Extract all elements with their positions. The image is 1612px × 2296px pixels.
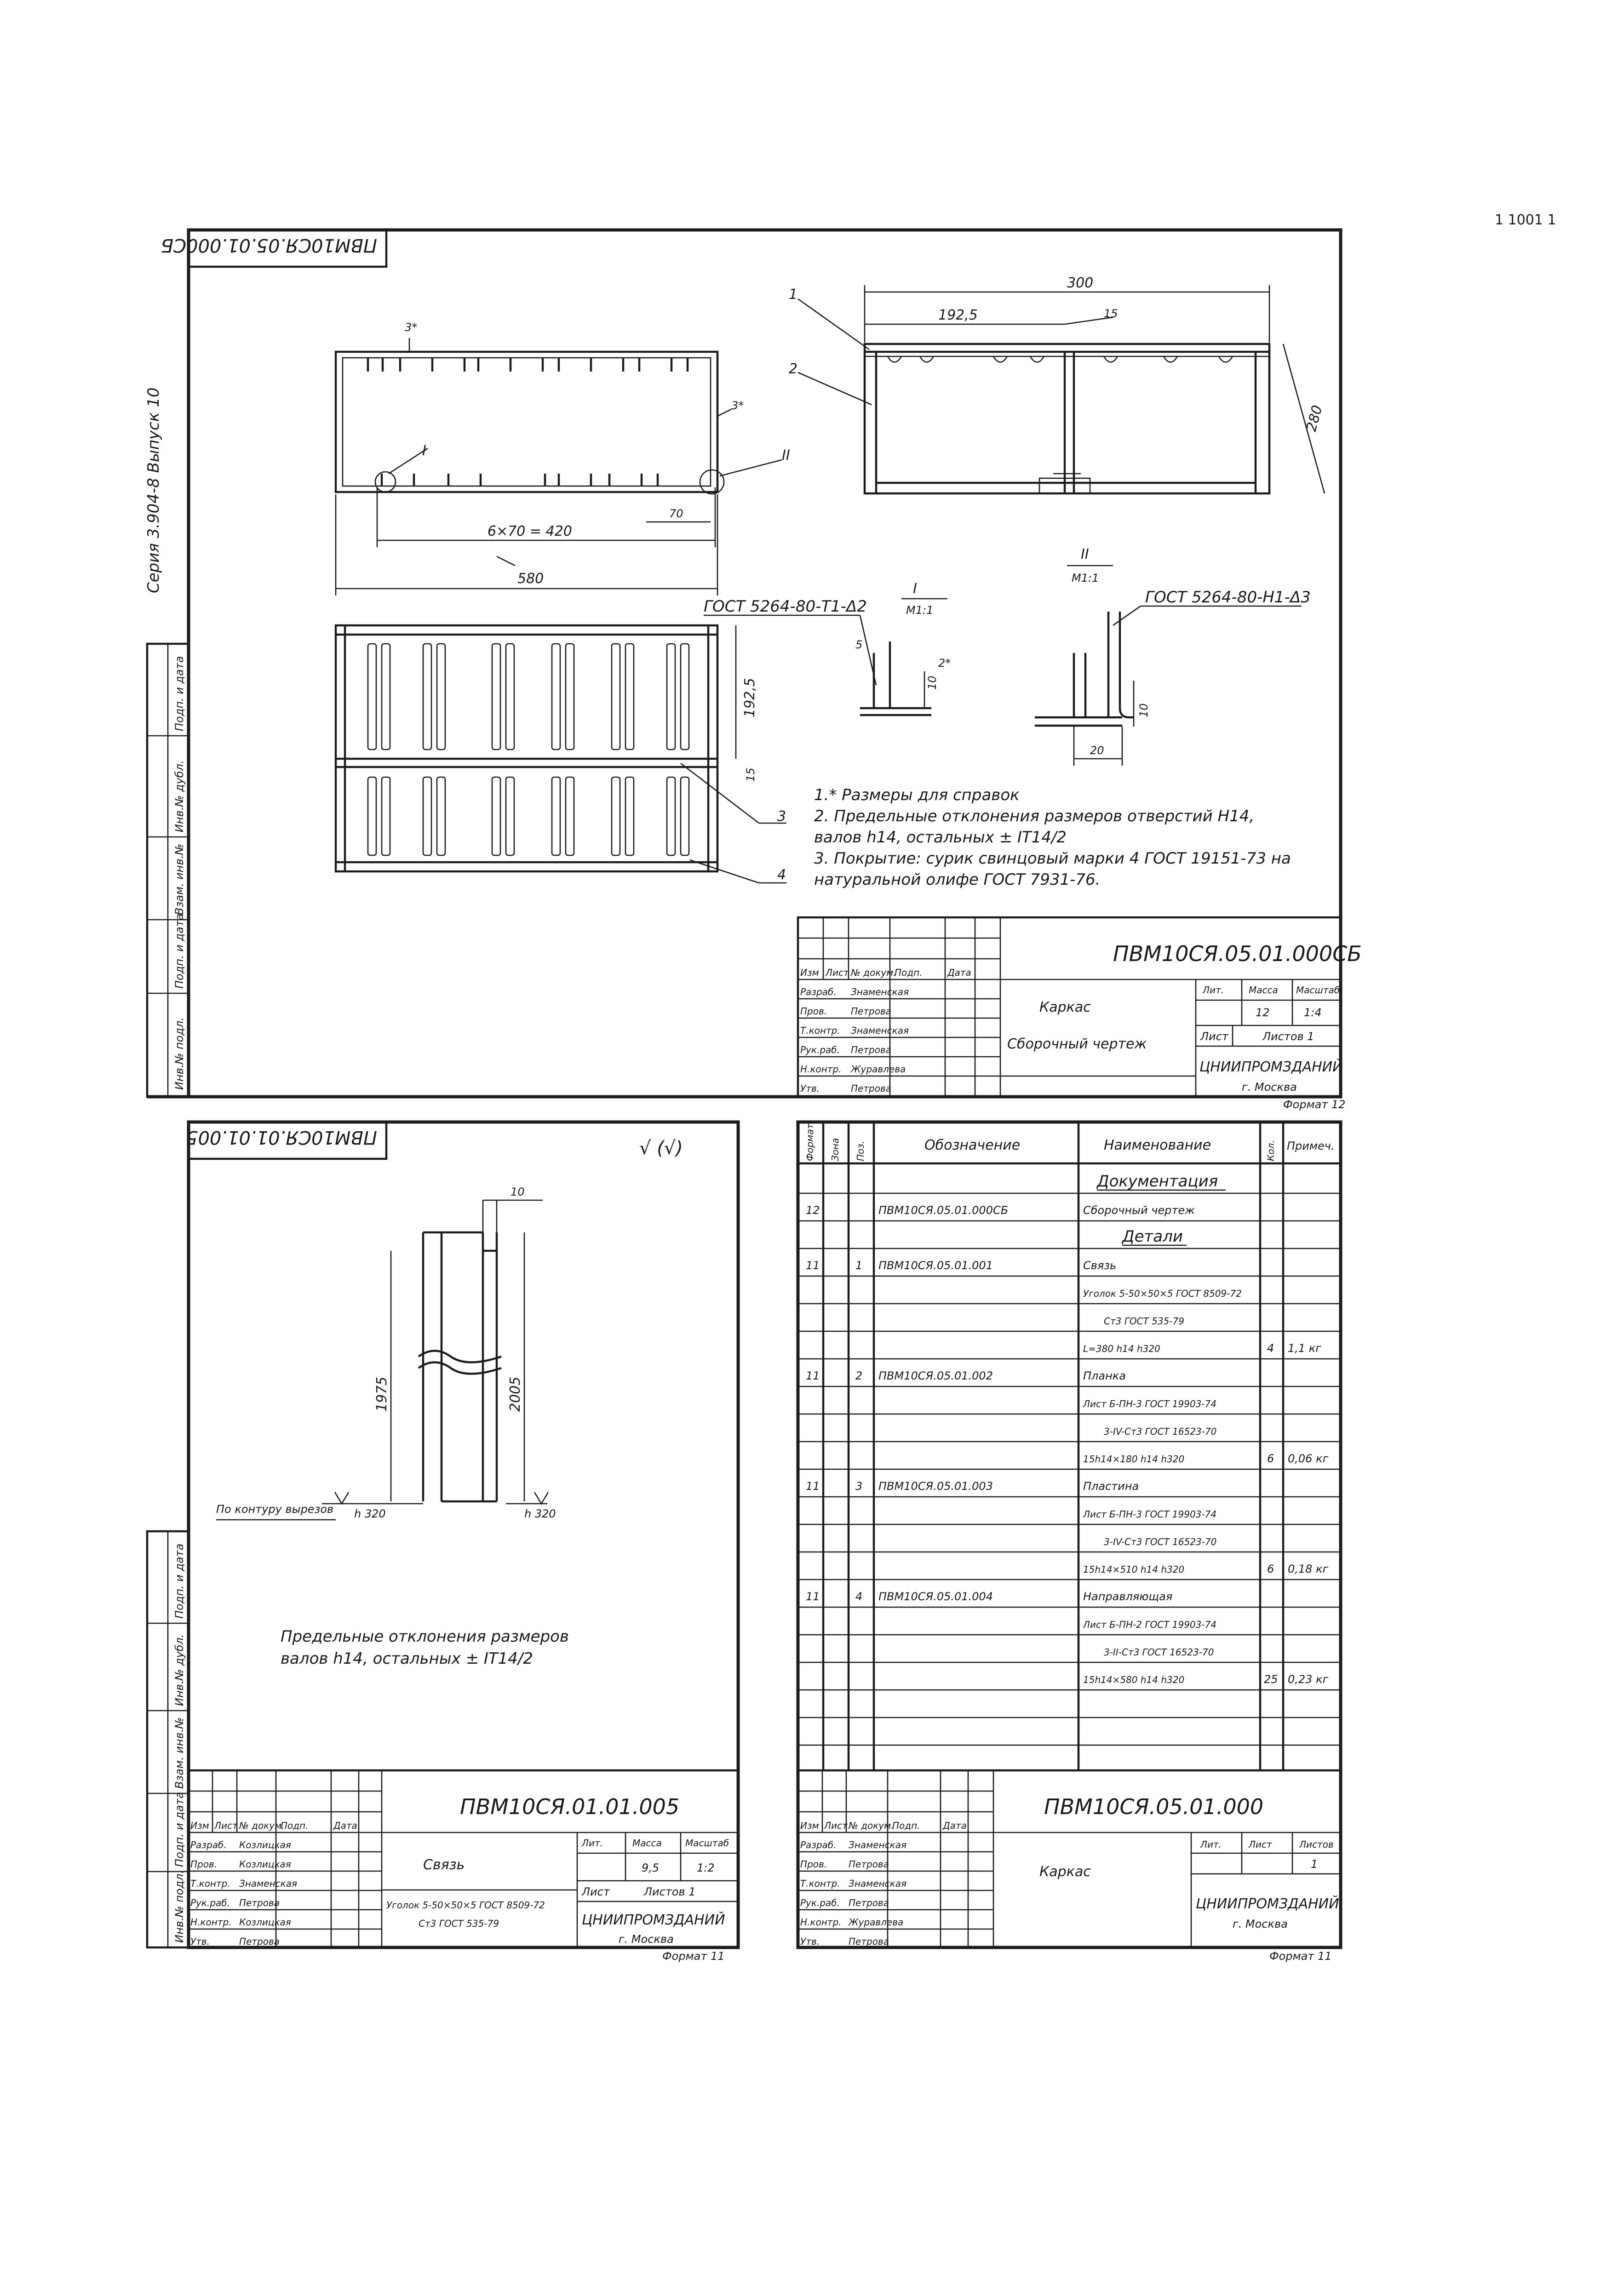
part-dim-h320b: h 320 bbox=[524, 1507, 556, 1520]
sheet3-role-4: Н.контр. bbox=[800, 1917, 842, 1928]
dim-15b: 15 bbox=[744, 767, 757, 782]
sheet1-col-date: Дата bbox=[947, 967, 971, 978]
dim-580: 580 bbox=[517, 571, 544, 587]
detail-circle-II bbox=[700, 470, 724, 494]
sheet3-col-date: Дата bbox=[943, 1820, 967, 1831]
sheet3-org: ЦНИИПРОМЗДАНИЙ bbox=[1196, 1896, 1339, 1912]
spec-row-13-pos: 4 bbox=[855, 1590, 863, 1603]
sheet1-lit-label: Лит. bbox=[1203, 985, 1224, 996]
sheet1-role-0: Разраб. bbox=[800, 986, 837, 997]
sheet3-role-5: Утв. bbox=[800, 1936, 820, 1947]
sheet1-col-doc: № докум. bbox=[851, 967, 896, 978]
sheet1-col-list: Лист bbox=[826, 967, 849, 978]
sheet2-rotated-stamp: ПВМ10СЯ.01.01.005 bbox=[186, 1127, 377, 1148]
sheet3-designation: ПВМ10СЯ.05.01.000 bbox=[1044, 1794, 1264, 1819]
spec-row-4-note: 1,1 кг bbox=[1288, 1342, 1321, 1355]
spec-h-qty: Кол. bbox=[1265, 1140, 1276, 1161]
spec-row-14-name: Лист Б-ПН-2 ГОСТ 19903-74 bbox=[1083, 1619, 1217, 1630]
spec-row-1-format: 11 bbox=[806, 1259, 820, 1272]
sheet2-scale-label: Масштаб bbox=[685, 1838, 729, 1849]
sheet2-scale: 1:2 bbox=[697, 1861, 715, 1874]
part-note-2: валов h14, остальных ± IT14/2 bbox=[281, 1649, 534, 1668]
sheet3-name-4: Журавлева bbox=[849, 1917, 904, 1928]
pos-4-label: 4 bbox=[777, 867, 786, 883]
part-dim-10: 10 bbox=[511, 1185, 525, 1198]
sheet1-mass: 12 bbox=[1256, 1006, 1270, 1019]
sheet1-role-1: Пров. bbox=[800, 1006, 827, 1017]
sheet1-name-0: Знаменская bbox=[851, 986, 909, 997]
sheet3-sheets-count: 1 bbox=[1311, 1858, 1318, 1871]
spec-row-9-designation: ПВМ10СЯ.05.01.003 bbox=[878, 1480, 993, 1493]
sheet1-role-2: Т.контр. bbox=[800, 1025, 840, 1036]
spec-row-12-note: 0,18 кг bbox=[1288, 1563, 1329, 1575]
spec-row-0-designation: ПВМ10СЯ.05.01.000СБ bbox=[878, 1204, 1009, 1217]
spec-row-0-name: Сборочный чертеж bbox=[1083, 1204, 1195, 1217]
sheet1-mass-label: Масса bbox=[1249, 985, 1278, 996]
part-view bbox=[216, 1185, 556, 1520]
pos-3-label: 3 bbox=[777, 808, 786, 824]
spec-row-8-qty: 6 bbox=[1267, 1452, 1274, 1465]
spec-row-16-note: 0,23 кг bbox=[1288, 1673, 1329, 1686]
dim-70: 70 bbox=[669, 507, 683, 520]
detail-circle-I bbox=[375, 472, 396, 492]
sheet2-role-0: Разраб. bbox=[190, 1839, 227, 1850]
notes-block bbox=[814, 786, 1291, 889]
spec-row-7-name: 3-IV-Ст3 ГОСТ 16523-70 bbox=[1104, 1426, 1217, 1437]
sheet2-role-4: Н.контр. bbox=[190, 1917, 232, 1928]
sheet2-sidebar-sign2: Подп. и дата bbox=[173, 1543, 186, 1619]
sheet1-sheets: Листов 1 bbox=[1262, 1030, 1314, 1043]
detail-I-title: I bbox=[913, 581, 917, 597]
note-1: 1.* Размеры для справок bbox=[814, 786, 1020, 804]
spec-row-5-pos: 2 bbox=[855, 1369, 863, 1382]
sheet2-role-2: Т.контр. bbox=[190, 1878, 230, 1889]
sheet-part bbox=[147, 1122, 738, 1963]
sheet1-sheet: Лист bbox=[1200, 1030, 1228, 1043]
label-view-II: II bbox=[782, 447, 790, 464]
sheet2-col-list: Лист bbox=[214, 1820, 238, 1831]
dim-6x70: 6×70 = 420 bbox=[488, 523, 572, 539]
sheet2-sidebar-inv-dup: Инв.№ дубл. bbox=[173, 1634, 186, 1706]
sheet2-col-izm: Изм bbox=[190, 1820, 209, 1831]
sheet1-name-5: Петрова bbox=[851, 1083, 891, 1094]
series-label: Серия 3.904-8 Выпуск 10 bbox=[144, 387, 163, 593]
spec-row-1-pos: 1 bbox=[855, 1259, 863, 1272]
spec-row-11-name: 3-IV-Ст3 ГОСТ 16523-70 bbox=[1104, 1536, 1217, 1547]
sheet2-mass: 9,5 bbox=[642, 1861, 660, 1874]
spec-row-5-designation: ПВМ10СЯ.05.01.002 bbox=[878, 1369, 993, 1382]
sheet1-scale-label: Масштаб bbox=[1296, 985, 1340, 996]
dim-15: 15 bbox=[1104, 307, 1118, 320]
spec-h-note: Примеч. bbox=[1287, 1139, 1335, 1152]
spec-row-5-format: 11 bbox=[806, 1369, 820, 1382]
sheet2-mass-label: Масса bbox=[632, 1838, 662, 1849]
sheet2-format: Формат 11 bbox=[662, 1950, 725, 1963]
spec-row-4-qty: 4 bbox=[1267, 1342, 1274, 1355]
sheet3-role-0: Разраб. bbox=[800, 1839, 837, 1850]
sheet3-format: Формат 11 bbox=[1269, 1950, 1332, 1963]
dim-3b: 3* bbox=[731, 399, 744, 412]
plan-view bbox=[336, 625, 786, 883]
sheet2-role-5: Утв. bbox=[190, 1936, 210, 1947]
sheet2-lit-label: Лит. bbox=[582, 1838, 603, 1849]
spec-h-pos: Поз. bbox=[855, 1140, 866, 1161]
sheet2-name-1: Козлицкая bbox=[239, 1859, 291, 1870]
spec-row-lines bbox=[798, 1193, 1341, 1745]
sheet1-city: г. Москва bbox=[1242, 1081, 1297, 1094]
dim-192-5b: 192,5 bbox=[742, 678, 758, 717]
note-3b: натуральной олифе ГОСТ 7931-76. bbox=[814, 870, 1101, 889]
sheet2-col-sign: Подп. bbox=[281, 1820, 309, 1831]
sheet3-name-2: Знаменская bbox=[849, 1878, 906, 1889]
sidebar-inv-orig: Инв.№ подл. bbox=[173, 1017, 186, 1090]
sheet1-rotated-stamp: ПВМ10СЯ.05.01.000СБ bbox=[161, 235, 377, 256]
sheet1-name-4: Журавлева bbox=[851, 1064, 906, 1075]
part-contour-label: По контуру вырезов bbox=[216, 1503, 334, 1516]
sheet2-col-date: Дата bbox=[333, 1820, 357, 1831]
sheet2-role-1: Пров. bbox=[190, 1859, 218, 1870]
sheet-specification bbox=[798, 1122, 1341, 1963]
weld-b-label: ГОСТ 5264-80-Н1-Δ3 bbox=[1145, 588, 1311, 607]
spec-row-8-note: 0,06 кг bbox=[1288, 1452, 1329, 1465]
sheet1-name: Каркас bbox=[1039, 999, 1091, 1015]
sheet1-title-block bbox=[798, 917, 1362, 1111]
sheet1-col-sign: Подп. bbox=[895, 967, 923, 978]
detail-I-dim-2: 2* bbox=[938, 657, 951, 670]
part-dim-2005: 2005 bbox=[507, 1376, 523, 1412]
spec-row-16-qty: 25 bbox=[1264, 1673, 1278, 1686]
note-3: 3. Покрытие: сурик свинцовый марки 4 ГОСТ 19151-73 на bbox=[814, 849, 1291, 868]
part-dim-1975: 1975 bbox=[374, 1376, 390, 1412]
spec-section-parts: Детали bbox=[1122, 1227, 1183, 1246]
spec-row-3-name: Ст3 ГОСТ 535-79 bbox=[1104, 1316, 1184, 1327]
front-view bbox=[336, 321, 790, 595]
spec-row-9-pos: 3 bbox=[855, 1480, 863, 1493]
spec-row-0-format: 12 bbox=[806, 1204, 820, 1217]
sheet3-lit-label: Лит. bbox=[1200, 1839, 1222, 1850]
sheet3-role-1: Пров. bbox=[800, 1859, 827, 1870]
detail-II-dim-20: 20 bbox=[1090, 744, 1104, 757]
sheet2-name-4: Козлицкая bbox=[239, 1917, 291, 1928]
note-2: 2. Предельные отклонения размеров отверстий Н14, bbox=[814, 807, 1255, 825]
note-2b: валов h14, остальных ± IT14/2 bbox=[814, 828, 1067, 847]
spec-h-name: Наименование bbox=[1104, 1137, 1211, 1153]
sheet3-name-3: Петрова bbox=[849, 1897, 889, 1908]
page-number: 1 1001 1 bbox=[1495, 212, 1556, 228]
spec-row-9-name: Пластина bbox=[1083, 1480, 1139, 1493]
part-note-1: Предельные отклонения размеров bbox=[281, 1627, 569, 1646]
spec-row-12-qty: 6 bbox=[1267, 1563, 1274, 1575]
sheet1-subname: Сборочный чертеж bbox=[1007, 1036, 1147, 1052]
weld-a-label: ГОСТ 5264-80-Т1-Δ2 bbox=[704, 597, 867, 616]
detail-II-scale: М1:1 bbox=[1072, 572, 1099, 584]
label-view-I: I bbox=[422, 443, 426, 459]
detail-II bbox=[1035, 546, 1311, 766]
sheet1-org: ЦНИИПРОМЗДАНИЙ bbox=[1199, 1059, 1343, 1075]
sheet3-role-3: Рук.раб. bbox=[800, 1897, 840, 1908]
spec-h-designation: Обозначение bbox=[924, 1137, 1021, 1153]
spec-row-16-name: 15h14×580 h14 h320 bbox=[1083, 1674, 1185, 1685]
sheet3-name-0: Знаменская bbox=[849, 1839, 906, 1850]
side-view bbox=[789, 275, 1326, 493]
sheet3-col-sign: Подп. bbox=[892, 1820, 920, 1831]
spec-h-zone: Зона bbox=[830, 1138, 841, 1161]
dim-280: 280 bbox=[1303, 403, 1326, 434]
sheet2-name: Связь bbox=[423, 1857, 465, 1873]
detail-I-scale: М1:1 bbox=[906, 604, 934, 617]
sheet-assembly bbox=[144, 230, 1362, 1111]
sheet2-sidebar-sign: Подп. и дата bbox=[173, 1792, 186, 1867]
sheet3-col-izm: Изм bbox=[800, 1820, 819, 1831]
sheet1-frame bbox=[189, 230, 1341, 1097]
spec-h-format: Формат bbox=[804, 1123, 815, 1161]
spec-row-9-format: 11 bbox=[806, 1480, 820, 1493]
roughness-mark: √ (√) bbox=[639, 1138, 683, 1159]
pos-2-label-top: 2 bbox=[789, 361, 798, 377]
sheet3-col-list: Лист bbox=[824, 1820, 848, 1831]
dim-3a: 3* bbox=[405, 321, 418, 334]
sheet2-material-2: Ст3 ГОСТ 535-79 bbox=[419, 1918, 499, 1929]
pos-1-label-top: 1 bbox=[789, 286, 798, 303]
sheet3-title-block bbox=[798, 1770, 1341, 1963]
spec-row-8-name: 15h14×180 h14 h320 bbox=[1083, 1454, 1185, 1465]
sheet2-title-block bbox=[189, 1770, 738, 1963]
sheet2-sidebar-replace: Взам. инв.№ bbox=[173, 1717, 186, 1789]
sheet1-name-3: Петрова bbox=[851, 1044, 891, 1055]
sheet2-sheets: Листов 1 bbox=[644, 1885, 696, 1898]
sheet1-name-1: Петрова bbox=[851, 1006, 891, 1017]
sheet2-sheet: Лист bbox=[582, 1885, 610, 1898]
sheet1-role-3: Рук.раб. bbox=[800, 1044, 840, 1055]
spec-row-4-name: L=380 h14 h320 bbox=[1083, 1343, 1160, 1354]
sheet2-material-1: Уголок 5-50×50×5 ГОСТ 8509-72 bbox=[386, 1900, 545, 1911]
sheet3-role-2: Т.контр. bbox=[800, 1878, 840, 1889]
sheet2-name-2: Знаменская bbox=[239, 1878, 297, 1889]
spec-row-13-format: 11 bbox=[806, 1590, 820, 1603]
spec-section-docs: Документация bbox=[1097, 1172, 1218, 1191]
sheet2-sidebar-inv-orig: Инв.№ подл. bbox=[173, 1870, 186, 1943]
sheet2-role-3: Рук.раб. bbox=[190, 1897, 230, 1908]
spec-row-1-name: Связь bbox=[1083, 1259, 1117, 1272]
sheet1-designation: ПВМ10СЯ.05.01.000СБ bbox=[1113, 941, 1362, 966]
sheet2-name-3: Петрова bbox=[239, 1897, 280, 1908]
spec-row-2-name: Уголок 5-50×50×5 ГОСТ 8509-72 bbox=[1083, 1288, 1242, 1299]
sheet3-sheets: Листов bbox=[1299, 1839, 1334, 1850]
spec-row-10-name: Лист Б-ПН-3 ГОСТ 19903-74 bbox=[1083, 1509, 1217, 1520]
sheet3-name-5: Петрова bbox=[849, 1936, 889, 1947]
dim-300: 300 bbox=[1067, 275, 1094, 291]
sheet3-col-doc: № докум. bbox=[849, 1820, 894, 1831]
sheet1-scale: 1:4 bbox=[1304, 1006, 1322, 1019]
dim-192-5: 192,5 bbox=[938, 307, 978, 323]
sheet1-col-izm: Изм bbox=[800, 967, 819, 978]
detail-I-dim-10: 10 bbox=[926, 676, 939, 690]
sheet3-sheet: Лист bbox=[1249, 1839, 1272, 1850]
detail-I bbox=[704, 581, 951, 715]
sidebar-sign-date2: Подп. и дата bbox=[173, 656, 186, 731]
spec-row-1-designation: ПВМ10СЯ.05.01.001 bbox=[878, 1259, 993, 1272]
part-dim-h320a: h 320 bbox=[354, 1507, 386, 1520]
detail-II-title: II bbox=[1081, 546, 1089, 562]
sidebar-replace: Взам. инв.№ bbox=[173, 843, 186, 915]
sheet2-org: ЦНИИПРОМЗДАНИЙ bbox=[582, 1912, 725, 1928]
sheet2-name-5: Петрова bbox=[239, 1936, 280, 1947]
sidebar-inv-dup: Инв.№ дубл. bbox=[173, 760, 186, 832]
sheet2-designation: ПВМ10СЯ.01.01.005 bbox=[460, 1794, 680, 1819]
sidebar-sign-date: Подп. и дата bbox=[173, 913, 186, 989]
sheet2-city: г. Москва bbox=[619, 1933, 674, 1946]
spec-row-13-designation: ПВМ10СЯ.05.01.004 bbox=[878, 1590, 993, 1603]
spec-row-5-name: Планка bbox=[1083, 1369, 1126, 1382]
sheet1-format: Формат 12 bbox=[1283, 1098, 1346, 1111]
detail-II-dim-10: 10 bbox=[1137, 703, 1150, 717]
spec-row-15-name: 3-II-Ст3 ГОСТ 16523-70 bbox=[1104, 1647, 1214, 1658]
sheet2-col-doc: № докум. bbox=[239, 1820, 285, 1831]
spec-row-13-name: Направляющая bbox=[1083, 1590, 1173, 1603]
sheet1-role-4: Н.контр. bbox=[800, 1064, 842, 1075]
sheet2-name-0: Козлицкая bbox=[239, 1839, 291, 1850]
spec-row-6-name: Лист Б-ПН-3 ГОСТ 19903-74 bbox=[1083, 1398, 1217, 1409]
sheet3-name-1: Петрова bbox=[849, 1859, 889, 1870]
sheet1-name-2: Знаменская bbox=[851, 1025, 909, 1036]
sheet1-role-5: Утв. bbox=[800, 1083, 820, 1094]
sheet3-name: Каркас bbox=[1039, 1864, 1091, 1880]
detail-I-dim-5: 5 bbox=[855, 638, 863, 651]
spec-row-12-name: 15h14×510 h14 h320 bbox=[1083, 1564, 1185, 1575]
sheet3-city: г. Москва bbox=[1233, 1918, 1288, 1930]
